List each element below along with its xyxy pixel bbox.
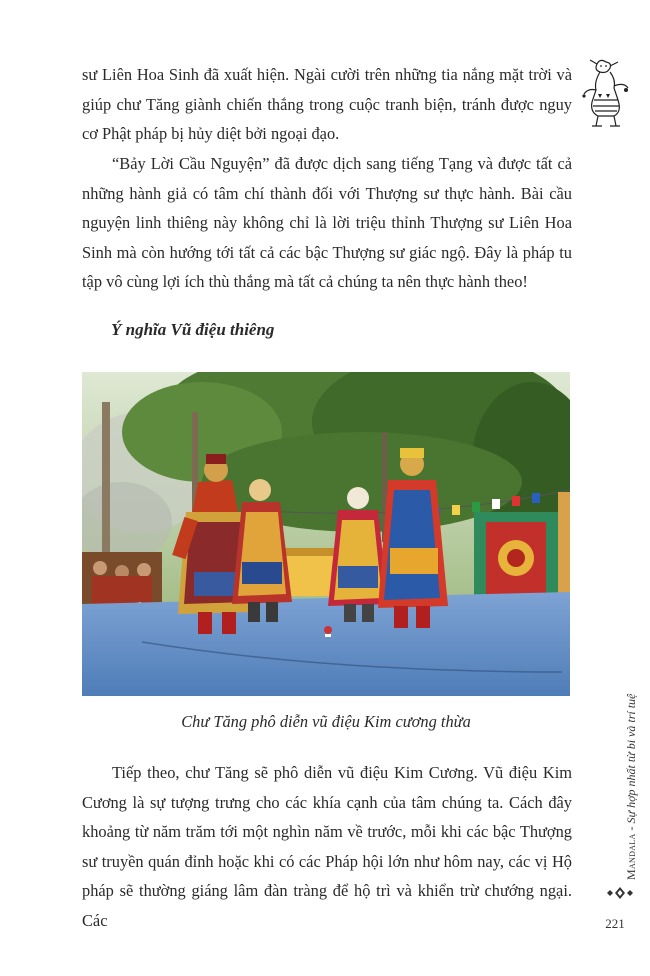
- paragraph-intro: sư Liên Hoa Sinh đã xuất hiện. Ngài cười trên những tia nắng mặt trời và giúp chư Tăng giành chiến thắng trong cuộc tranh biện, tránh được nguy cơ Phật pháp bị hủy diệt bởi ngoại đạo.: [82, 65, 572, 144]
- running-header-separator: -: [624, 823, 638, 834]
- photo-caption: Chư Tăng phô diễn vũ điệu Kim cương thừa: [181, 712, 471, 731]
- running-header-brand: Mandala: [624, 833, 638, 880]
- ornament-icon: [606, 886, 634, 900]
- running-header: [610, 640, 638, 880]
- vajra-dance-photo: [82, 372, 570, 696]
- paragraph-vajra-dance: Tiếp theo, chư Tăng sẽ phô diễn vũ điệu Kim Cương. Vũ điệu Kim Cương là sự tượng trưng cho các khía cạnh của tâm chúng ta. Cách đây khoảng từ năm trăm tới một nghìn năm về trước, mỗi khi các bậc Thượng sư truyền quán đỉnh hoặc khi có các Pháp hội lớn như hôm nay, các vị Hộ pháp sẽ thường giáng lâm đàn tràng để hộ trì và khiển trừ chướng ngại. Các: [82, 763, 572, 930]
- paragraph-seven-prayers: “Bảy Lời Cầu Nguyện” đã được dịch sang tiếng Tạng và được tất cả những hành giả có tâm chí thành đối với Thượng sư thực hành. Bài cầu nguyện linh thiêng này không chỉ là lời triệu thỉnh Thượng sư Liên Hoa Sinh mà còn hướng tới tất cả các bậc Thượng sư giác ngộ. Đây là pháp tu tập vô cùng lợi ích thù thắng mà tất cả chúng ta nên thực hành theo!: [82, 154, 572, 292]
- running-header-text: [624, 694, 639, 880]
- page-number: 221: [605, 916, 625, 931]
- section-heading: Ý nghĩa Vũ điệu thiêng: [111, 320, 275, 339]
- running-header-subtitle: Sự hợp nhất từ bi và trí tuệ: [624, 693, 638, 824]
- dancer-illustration-icon: [580, 56, 632, 130]
